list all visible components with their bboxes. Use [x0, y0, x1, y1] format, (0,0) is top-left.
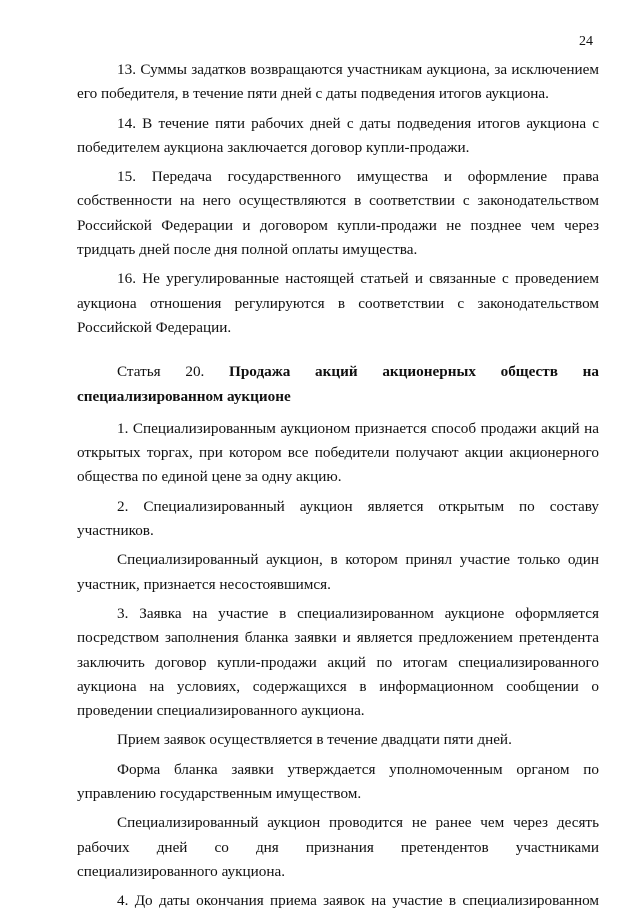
paragraph-15: 15. Передача государственного имущества и оформление права собственности на него осуществляются в соответствии с законодательством Российской Федерации и договором купли-продажи не позднее чем через тридцать дней после дня полной оплаты имущества. — [77, 168, 599, 259]
paragraph-3-form: Форма бланка заявки утверждается уполномоченным органом по управлению государственным имуществом. — [77, 760, 599, 803]
paragraph-3-timing: Специализированный аукцион проводится не ранее чем через десять рабочих дней со дня признания претендентов участниками специализированного аукциона. — [77, 814, 599, 880]
paragraph-3-reception: Прием заявок осуществляется в течение двадцати пяти дней. — [117, 731, 512, 749]
article-label: Статья 20. — [117, 363, 205, 381]
article-heading — [77, 360, 599, 409]
paragraph-3: 3. Заявка на участие в специализированном аукционе оформляется посредством заполнения бланка заявки и является предложением претендента заключить договор купли-продажи акций по итогам специализированного аукциона на условиях, содержащихся в информационном сообщении о проведении специализированного аукциона. — [77, 604, 599, 720]
page-number: 24 — [579, 34, 593, 49]
document-body — [77, 58, 599, 919]
paragraph-16: 16. Не урегулированные настоящей статьей и связанные с проведением аукциона отношения регулируются в соответствии с законодательством Российской Федерации. — [77, 270, 599, 336]
paragraph-2-continued: Специализированный аукцион, в котором принял участие только один участник, признается несостоявшимся. — [77, 551, 599, 593]
paragraph-14: 14. В течение пяти рабочих дней с даты подведения итогов аукциона с победителем аукциона заключается договор купли-продажи. — [77, 114, 599, 156]
paragraph-13: 13. Суммы задатков возвращаются участникам аукциона, за исключением его победителя, в течение пяти дней с даты подведения итогов аукциона. — [77, 61, 599, 103]
article-title: Продажа акций акционерных обществ на специализированном аукционе — [77, 363, 599, 405]
paragraph-1: 1. Специализированным аукционом признается способ продажи акций на открытых торгах, при котором все победители получают акции акционерного общества по единой цене за одну акцию. — [77, 419, 599, 486]
paragraph-2: 2. Специализированный аукцион является открытым по составу участников. — [77, 497, 599, 540]
paragraph-4-start: 4. До даты окончания приема заявок на участие в специализированном — [117, 892, 599, 910]
